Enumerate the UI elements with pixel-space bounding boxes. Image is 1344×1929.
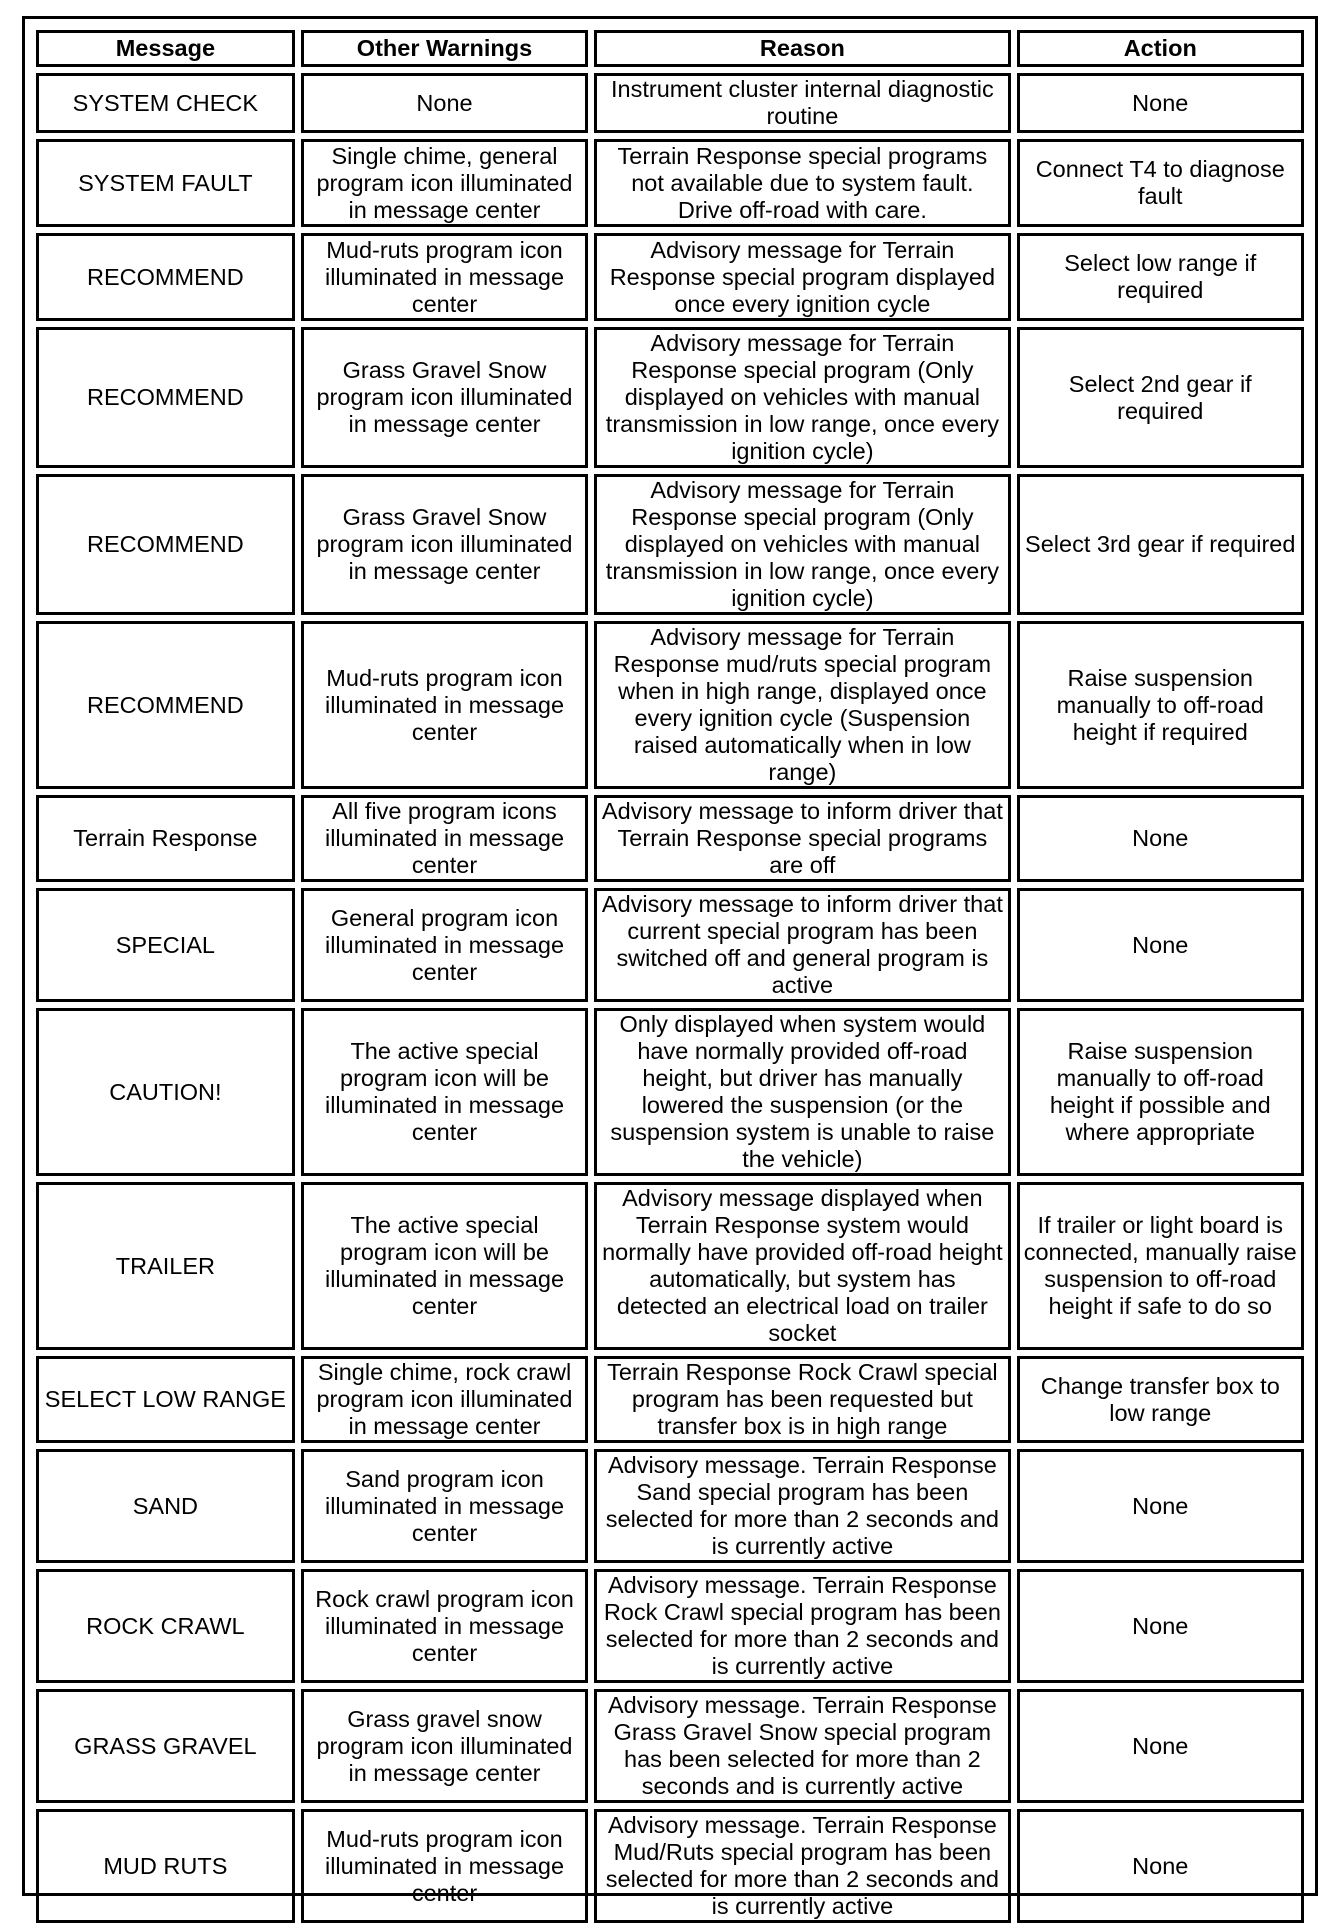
cell-other-warnings: Single chime, rock crawl program icon illuminated in message center	[301, 1356, 589, 1443]
cell-action: If trailer or light board is connected, manually raise suspension to off-road height if safe to do so	[1017, 1182, 1305, 1350]
cell-reason: Only displayed when system would have normally provided off-road height, but driver has manually lowered the suspension (or the suspension system is unable to raise the vehicle)	[594, 1008, 1010, 1176]
cell-reason: Advisory message displayed when Terrain Response system would normally have provided off-road height automatically, but system has detected an electrical load on trailer socket	[594, 1182, 1010, 1350]
cell-other-warnings: Mud-ruts program icon illuminated in message center	[301, 233, 589, 321]
table-row	[36, 888, 1304, 1002]
cell-message: RECOMMEND	[36, 621, 295, 789]
cell-message: SPECIAL	[36, 888, 295, 1002]
table-header-row	[36, 30, 1304, 67]
cell-other-warnings: The active special program icon will be illuminated in message center	[301, 1182, 589, 1350]
cell-action: Raise suspension manually to off-road height if required	[1017, 621, 1305, 789]
cell-action: Select low range if required	[1017, 233, 1305, 321]
cell-action: None	[1017, 1689, 1305, 1803]
header-reason: Reason	[594, 30, 1010, 67]
cell-other-warnings: Grass gravel snow program icon illuminated in message center	[301, 1689, 589, 1803]
cell-message: SAND	[36, 1449, 295, 1563]
header-other-warnings: Other Warnings	[301, 30, 589, 67]
cell-message: RECOMMEND	[36, 327, 295, 468]
table-row	[36, 1689, 1304, 1803]
cell-reason: Advisory message for Terrain Response special program (Only displayed on vehicles with manual transmission in low range, once every ignition cycle)	[594, 474, 1010, 615]
cell-message: SYSTEM CHECK	[36, 73, 295, 133]
cell-action: Select 2nd gear if required	[1017, 327, 1305, 468]
cell-other-warnings: Grass Gravel Snow program icon illuminated in message center	[301, 327, 589, 468]
cell-message: RECOMMEND	[36, 233, 295, 321]
cell-message: MUD RUTS	[36, 1809, 295, 1923]
cell-action: None	[1017, 1449, 1305, 1563]
cell-other-warnings: Mud-ruts program icon illuminated in message center	[301, 1809, 589, 1923]
cell-message: RECOMMEND	[36, 474, 295, 615]
cell-reason: Advisory message to inform driver that Terrain Response special programs are off	[594, 795, 1010, 882]
cell-reason: Advisory message to inform driver that current special program has been switched off and general program is active	[594, 888, 1010, 1002]
cell-reason: Advisory message. Terrain Response Mud/Ruts special program has been selected for more than 2 seconds and is currently active	[594, 1809, 1010, 1923]
cell-message: Terrain Response	[36, 795, 295, 882]
cell-message: SYSTEM FAULT	[36, 139, 295, 227]
cell-reason: Advisory message for Terrain Response special program displayed once every ignition cycle	[594, 233, 1010, 321]
cell-action: None	[1017, 1809, 1305, 1923]
cell-message: ROCK CRAWL	[36, 1569, 295, 1683]
cell-action: Raise suspension manually to off-road height if possible and where appropriate	[1017, 1008, 1305, 1176]
message-table	[30, 24, 1310, 1929]
cell-action: None	[1017, 795, 1305, 882]
cell-reason: Advisory message. Terrain Response Rock Crawl special program has been selected for more than 2 seconds and is currently active	[594, 1569, 1010, 1683]
header-action: Action	[1017, 30, 1305, 67]
header-message: Message	[36, 30, 295, 67]
table-row	[36, 139, 1304, 227]
cell-message: GRASS GRAVEL	[36, 1689, 295, 1803]
cell-other-warnings: Grass Gravel Snow program icon illuminated in message center	[301, 474, 589, 615]
cell-message: SELECT LOW RANGE	[36, 1356, 295, 1443]
cell-reason: Terrain Response special programs not available due to system fault. Drive off-road with care.	[594, 139, 1010, 227]
table-row	[36, 1182, 1304, 1350]
cell-action: None	[1017, 888, 1305, 1002]
table-row	[36, 621, 1304, 789]
cell-other-warnings: Rock crawl program icon illuminated in message center	[301, 1569, 589, 1683]
cell-action: Select 3rd gear if required	[1017, 474, 1305, 615]
cell-other-warnings: Mud-ruts program icon illuminated in message center	[301, 621, 589, 789]
table-row	[36, 73, 1304, 133]
table-row	[36, 1449, 1304, 1563]
table-row	[36, 474, 1304, 615]
table-frame	[22, 16, 1318, 1919]
table-row	[36, 233, 1304, 321]
table-row	[36, 1356, 1304, 1443]
table-row	[36, 1008, 1304, 1176]
table-row	[36, 327, 1304, 468]
cell-reason: Advisory message. Terrain Response Sand special program has been selected for more than 2 seconds and is currently active	[594, 1449, 1010, 1563]
cell-other-warnings: All five program icons illuminated in message center	[301, 795, 589, 882]
cell-other-warnings: The active special program icon will be illuminated in message center	[301, 1008, 589, 1176]
table-row	[36, 795, 1304, 882]
cell-reason: Advisory message for Terrain Response special program (Only displayed on vehicles with manual transmission in low range, once every ignition cycle)	[594, 327, 1010, 468]
cell-other-warnings: General program icon illuminated in message center	[301, 888, 589, 1002]
cell-action: None	[1017, 73, 1305, 133]
cell-other-warnings: Single chime, general program icon illuminated in message center	[301, 139, 589, 227]
cell-reason: Advisory message. Terrain Response Grass Gravel Snow special program has been selected for more than 2 seconds and is currently active	[594, 1689, 1010, 1803]
cell-other-warnings: None	[301, 73, 589, 133]
cell-reason: Instrument cluster internal diagnostic routine	[594, 73, 1010, 133]
cell-action: Connect T4 to diagnose fault	[1017, 139, 1305, 227]
table-row	[36, 1569, 1304, 1683]
table-row	[36, 1809, 1304, 1923]
cell-reason: Advisory message for Terrain Response mud/ruts special program when in high range, displayed once every ignition cycle (Suspension raised automatically when in low range)	[594, 621, 1010, 789]
cell-action: Change transfer box to low range	[1017, 1356, 1305, 1443]
cell-action: None	[1017, 1569, 1305, 1683]
cell-other-warnings: Sand program icon illuminated in message center	[301, 1449, 589, 1563]
cell-reason: Terrain Response Rock Crawl special program has been requested but transfer box is in high range	[594, 1356, 1010, 1443]
cell-message: CAUTION!	[36, 1008, 295, 1176]
cell-message: TRAILER	[36, 1182, 295, 1350]
